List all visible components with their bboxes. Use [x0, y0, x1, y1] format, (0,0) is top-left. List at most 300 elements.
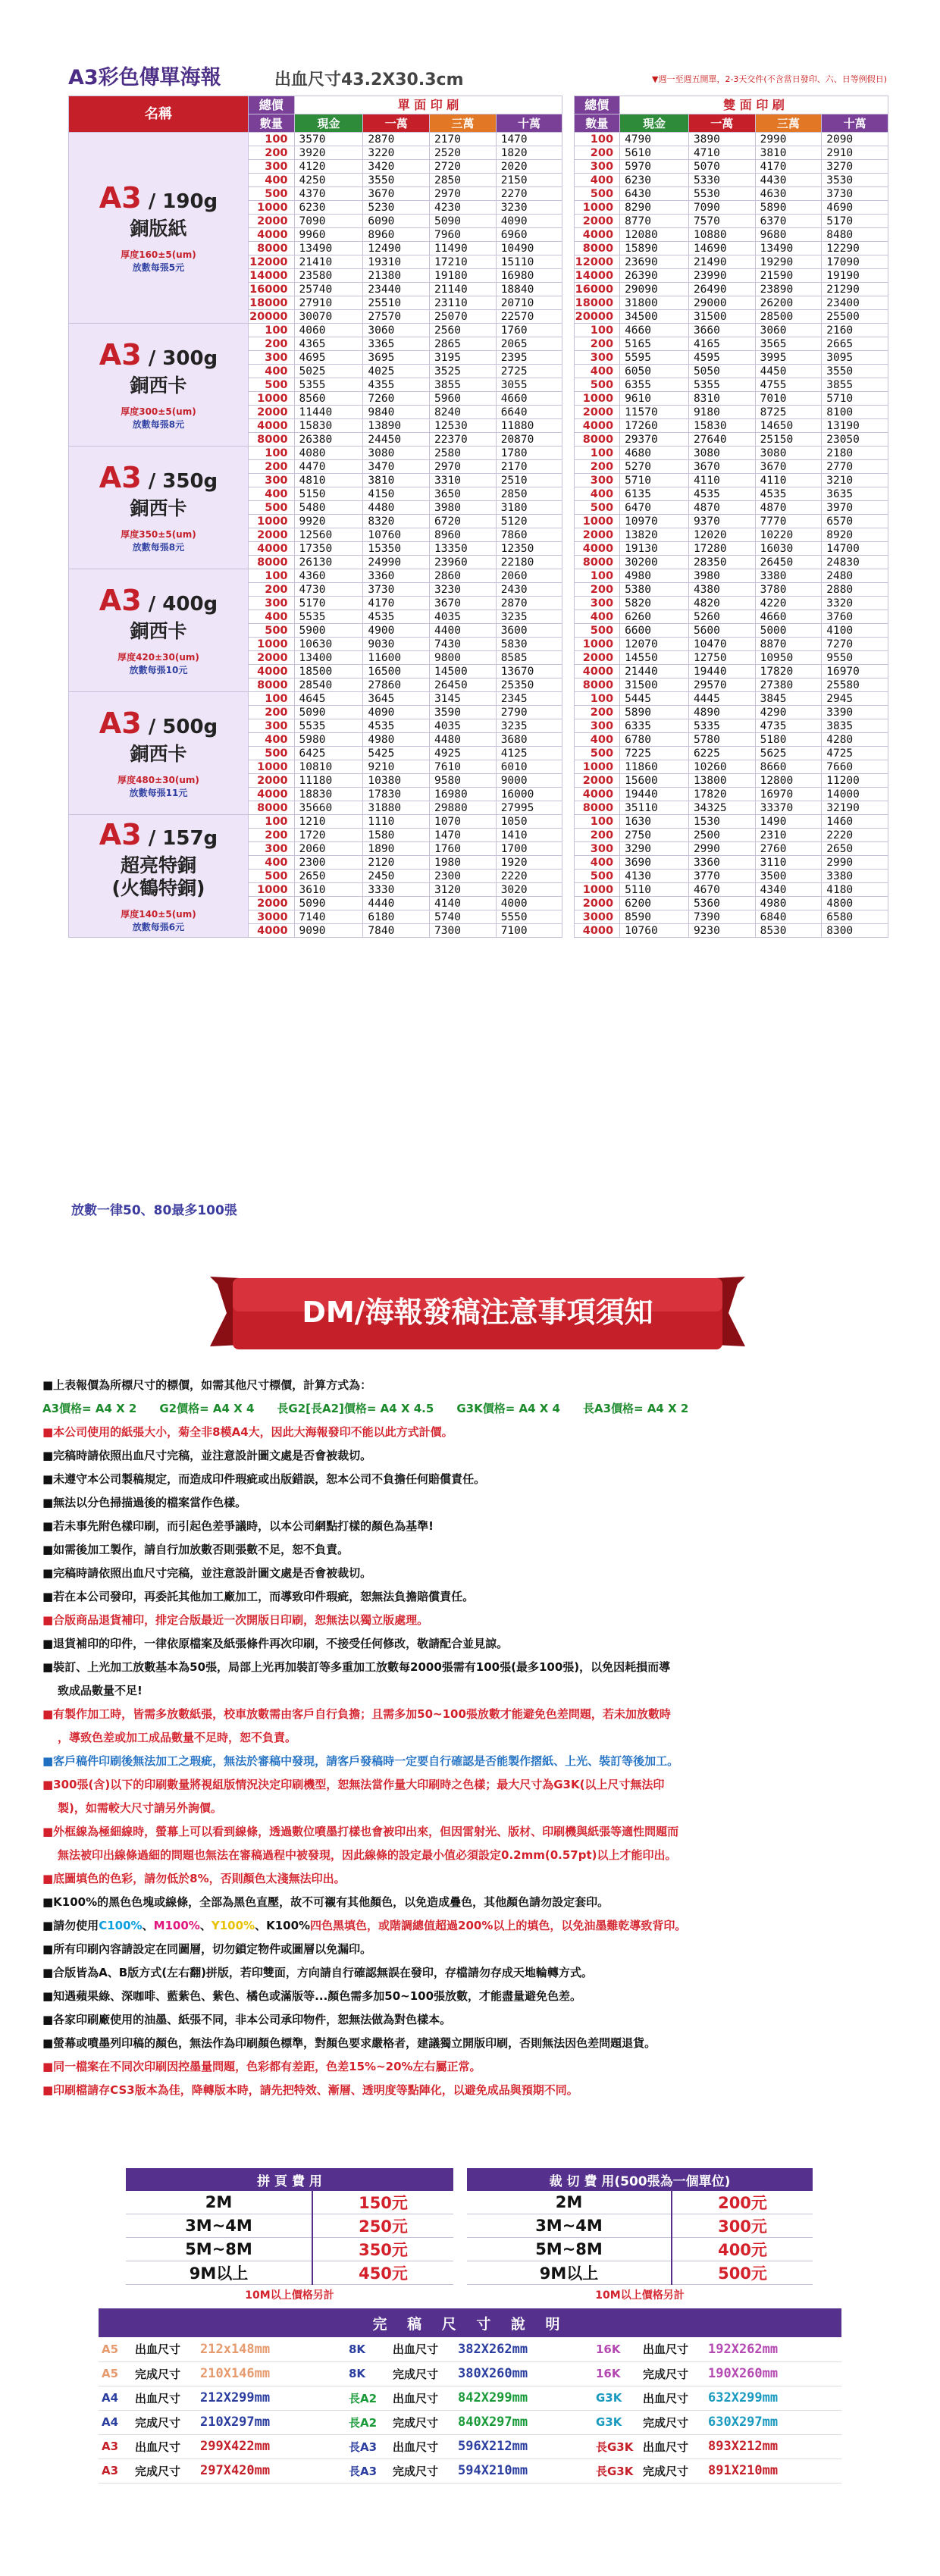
price-cell: 14700 [822, 542, 888, 556]
price-cell: 12560 [294, 528, 363, 542]
rule-line: ，導致色差或加工成品數量不足時，恕不負責。 [58, 1731, 297, 1744]
fee-row [126, 2191, 453, 2214]
size-dimension: 210X297mm [197, 2410, 346, 2434]
price-cell: 4060 [294, 324, 363, 337]
price-cell: 2520 [430, 146, 497, 160]
qty-cell: 200 [248, 829, 294, 842]
price-cell: 6230 [294, 201, 363, 215]
price-cell: 27570 [363, 310, 430, 324]
price-cell: 3020 [496, 883, 562, 897]
price-cell: 8870 [755, 638, 822, 651]
price-cell: 3095 [822, 351, 888, 365]
fee-price: 150元 [312, 2191, 453, 2214]
price-cell: 3855 [430, 378, 497, 392]
size-spec-row [99, 2434, 841, 2458]
qty-header: 數量 [574, 114, 620, 133]
price-cell: 13400 [294, 651, 363, 665]
price-cell: 7840 [363, 924, 430, 938]
product-size-weight [72, 707, 245, 743]
rule-segment: M100% [153, 1919, 200, 1932]
price-cell: 4755 [755, 378, 822, 392]
product-name-cell [69, 815, 249, 938]
price-cell: 8480 [822, 228, 888, 242]
cut-fee-table [467, 2168, 813, 2305]
qty-cell: 4000 [574, 228, 620, 242]
price-cell: 4450 [755, 365, 822, 378]
price-cell: 4735 [755, 719, 822, 733]
qty-cell: 8000 [574, 801, 620, 815]
product-name-cell [69, 692, 249, 815]
fee-row [467, 2238, 813, 2261]
size-spec-row [99, 2410, 841, 2434]
price-cell: 3855 [822, 378, 888, 392]
price-cell: 10260 [688, 760, 755, 774]
price-cell: 9840 [363, 406, 430, 419]
rule-line: ■合版商品退貨補印，排定合版最近一次開版日印刷，恕無法以獨立版處理。 [42, 1613, 429, 1627]
size-kind: 出血尺寸 [640, 2386, 705, 2410]
size-kind: 完成尺寸 [640, 2458, 705, 2483]
price-cell: 16000 [496, 788, 562, 801]
price-cell: 1630 [620, 815, 689, 829]
price-cell: 6050 [620, 365, 689, 378]
price-cell: 5150 [294, 487, 363, 501]
price-cell: 5535 [294, 719, 363, 733]
fee-row [467, 2261, 813, 2285]
price-cell: 5050 [688, 365, 755, 378]
price-cell: 16970 [822, 665, 888, 678]
size-dimension: 632X299mm [705, 2386, 841, 2410]
rule-line: ■若未事先附色樣印刷，而引起色差爭議時，以本公司網點打樣的顏色為基準! [42, 1519, 434, 1533]
qty-cell: 2000 [574, 528, 620, 542]
price-cell: 4220 [755, 597, 822, 610]
double-total-header: 總價 [574, 96, 620, 114]
price-cell: 6570 [822, 515, 888, 528]
price-cell: 6960 [496, 228, 562, 242]
price-cell: 3080 [755, 447, 822, 460]
price-cell: 5530 [688, 187, 755, 201]
price-cell: 3380 [755, 569, 822, 583]
size-kind: 完成尺寸 [132, 2361, 197, 2386]
price-cell: 3500 [755, 870, 822, 883]
size-kind: 完成尺寸 [390, 2361, 455, 2386]
price-cell: 11440 [294, 406, 363, 419]
rule-line: 致成品數量不足! [58, 1684, 143, 1697]
rule-line: ■若在本公司發印，再委託其他加工廠加工，而導致印件瑕疵，恕無法負擔賠償責任。 [42, 1590, 475, 1603]
size-dimension: 596X212mm [455, 2434, 593, 2458]
price-cell: 2065 [496, 337, 562, 351]
rule-line: ■無法以分色掃描過後的檔案當作色樣。 [42, 1496, 247, 1509]
qty-cell: 8000 [248, 678, 294, 692]
formula-line [42, 1397, 884, 1421]
price-cell: 4090 [496, 215, 562, 228]
price-cell: 1210 [294, 815, 363, 829]
qty-cell: 200 [574, 706, 620, 719]
price-cell: 22180 [496, 556, 562, 569]
price-cell: 31500 [620, 678, 689, 692]
paper-weight: / 350g [141, 470, 218, 493]
paper-type: 銅西卡 [130, 497, 187, 519]
size-kind: 完成尺寸 [640, 2410, 705, 2434]
price-cell: 23690 [620, 255, 689, 269]
price-cell: 5425 [363, 747, 430, 760]
price-cell: 4035 [430, 610, 497, 624]
price-cell: 8320 [363, 515, 430, 528]
price-cell: 19440 [620, 788, 689, 801]
qty-cell: 1000 [248, 392, 294, 406]
price-cell: 2395 [496, 351, 562, 365]
price-cell: 5335 [688, 719, 755, 733]
price-cell: 16500 [363, 665, 430, 678]
qty-cell: 200 [248, 583, 294, 597]
qty-cell: 8000 [248, 556, 294, 569]
price-cell: 5355 [294, 378, 363, 392]
price-row [69, 692, 888, 706]
price-cell: 2990 [755, 133, 822, 146]
fee-size: 5M~8M [126, 2238, 312, 2261]
qty-cell: 200 [248, 706, 294, 719]
fee-size: 2M [467, 2191, 672, 2214]
qty-cell: 400 [248, 487, 294, 501]
price-cell: 1980 [430, 856, 497, 870]
rule-segment: 、 [199, 1919, 212, 1932]
price-cell: 2910 [822, 146, 888, 160]
notice-rules [42, 1374, 884, 2102]
price-cell: 31500 [688, 310, 755, 324]
price-cell: 4660 [496, 392, 562, 406]
paper-thickness: 厚度420±30(um) [118, 652, 199, 663]
qty-cell: 500 [574, 624, 620, 638]
price-cell: 12070 [620, 638, 689, 651]
paper-size-code: G3K [593, 2386, 640, 2410]
price-cell: 2650 [822, 842, 888, 856]
size-dimension: 297X420mm [197, 2458, 346, 2483]
qty-cell: 400 [574, 487, 620, 501]
fee-row [126, 2214, 453, 2238]
price-cell: 10970 [620, 515, 689, 528]
price-cell: 11180 [294, 774, 363, 788]
qty-cell: 4000 [248, 788, 294, 801]
price-formula: G2價格= A4 X 4 [159, 1402, 255, 1415]
price-cell: 3365 [363, 337, 430, 351]
rule-line: ■完稿時請依照出血尺寸完稿，並注意設計圖文處是否會被裁切。 [42, 1566, 372, 1580]
price-cell: 8960 [430, 528, 497, 542]
fee-price: 500元 [672, 2261, 813, 2285]
price-cell: 7270 [822, 638, 888, 651]
product-name-cell [69, 447, 249, 569]
price-cell: 5230 [363, 201, 430, 215]
qty-cell: 16000 [574, 283, 620, 296]
price-cell: 7570 [688, 215, 755, 228]
size-dimension: 840X297mm [455, 2410, 593, 2434]
col-name-header: 名稱 [69, 96, 249, 133]
qty-cell: 1000 [574, 760, 620, 774]
size-spec-row [99, 2458, 841, 2483]
price-row [69, 447, 888, 460]
price-cell: 2865 [430, 337, 497, 351]
qty-cell: 4000 [574, 665, 620, 678]
price-cell: 2880 [822, 583, 888, 597]
paper-type: 銅西卡 [130, 620, 187, 642]
price-cell: 17830 [363, 788, 430, 801]
price-cell: 8310 [688, 392, 755, 406]
rule-line: ■K100%的黑色色塊或線條，全部為黑色直壓，故不可襯有其他顏色，以免造成疊色，其他顏色請勿設定套印。 [42, 1895, 609, 1909]
paper-size-code: A5 [99, 2337, 132, 2361]
price-cell: 18830 [294, 788, 363, 801]
fee-size: 5M~8M [467, 2238, 672, 2261]
price-cell: 23960 [430, 556, 497, 569]
price-cell: 4480 [430, 733, 497, 747]
price-cell: 12020 [688, 528, 755, 542]
size-dimension: 382X262mm [455, 2337, 593, 2361]
price-cell: 5600 [688, 624, 755, 638]
price-cell: 4980 [620, 569, 689, 583]
qty-cell: 100 [574, 133, 620, 146]
price-cell: 9960 [294, 228, 363, 242]
qty-cell: 100 [248, 324, 294, 337]
price-cell: 11570 [620, 406, 689, 419]
price-cell: 10630 [294, 638, 363, 651]
size-code: A3 [99, 818, 142, 851]
ten-k-header: 一萬 [363, 114, 430, 133]
price-cell: 3550 [363, 174, 430, 187]
price-cell: 4630 [755, 187, 822, 201]
price-cell: 7300 [430, 924, 497, 938]
price-cell: 25580 [822, 678, 888, 692]
qty-cell: 300 [574, 474, 620, 487]
size-kind: 出血尺寸 [390, 2386, 455, 2410]
price-cell: 12080 [620, 228, 689, 242]
qty-cell: 1000 [248, 201, 294, 215]
rule-line: 無法被印出線條過細的問題也無法在審稿過程中被發現，因此線條的設定最小值必須設定0.2mm(0.57pt)以上才能印出。 [58, 1848, 677, 1862]
price-cell: 4230 [430, 201, 497, 215]
price-cell: 3810 [755, 146, 822, 160]
price-cell: 2220 [496, 870, 562, 883]
price-cell: 5120 [496, 515, 562, 528]
price-cell: 2020 [496, 160, 562, 174]
price-cell: 5000 [755, 624, 822, 638]
price-cell: 4670 [688, 883, 755, 897]
price-cell: 3055 [496, 378, 562, 392]
price-cell: 3590 [430, 706, 497, 719]
price-cell: 1470 [496, 133, 562, 146]
price-cell: 13670 [496, 665, 562, 678]
qty-cell: 300 [574, 842, 620, 856]
size-code: A3 [99, 338, 142, 371]
qty-cell: 400 [248, 733, 294, 747]
price-cell: 2480 [822, 569, 888, 583]
size-spec-row [99, 2386, 841, 2410]
qty-cell: 4000 [248, 419, 294, 433]
price-cell: 3610 [294, 883, 363, 897]
price-cell: 4690 [822, 201, 888, 215]
rule-line: ■印刷檔請存CS3版本為佳，降轉版本時，請先把特效、漸層、透明度等點陣化，以避免成品與預期不同。 [42, 2083, 578, 2097]
price-cell: 30200 [620, 556, 689, 569]
price-cell: 8560 [294, 392, 363, 406]
qty-cell: 100 [248, 447, 294, 460]
product-size-weight [72, 462, 245, 497]
paper-weight: / 500g [141, 716, 218, 738]
paper-type: (火鶴特銅) [111, 877, 205, 899]
fee-price: 400元 [672, 2238, 813, 2261]
price-cell: 9610 [620, 392, 689, 406]
paper-size-code: G3K [593, 2410, 640, 2434]
price-cell: 3195 [430, 351, 497, 365]
fee-price: 450元 [312, 2261, 453, 2285]
price-cell: 6840 [755, 910, 822, 924]
qty-cell: 400 [574, 856, 620, 870]
price-cell: 8590 [620, 910, 689, 924]
price-cell: 4660 [620, 324, 689, 337]
price-cell: 2180 [822, 447, 888, 460]
price-cell: 17210 [430, 255, 497, 269]
price-cell: 24990 [363, 556, 430, 569]
qty-cell: 2000 [248, 528, 294, 542]
price-cell: 25350 [496, 678, 562, 692]
qty-cell: 4000 [248, 542, 294, 556]
price-cell: 26380 [294, 433, 363, 447]
fee-price: 350元 [312, 2238, 453, 2261]
price-cell: 35110 [620, 801, 689, 815]
qty-cell: 300 [574, 351, 620, 365]
price-cell: 5535 [294, 610, 363, 624]
qty-cell: 300 [248, 351, 294, 365]
paper-size-code: 長A2 [346, 2410, 390, 2434]
price-cell: 12800 [755, 774, 822, 788]
price-cell: 2345 [496, 692, 562, 706]
qty-cell: 12000 [248, 255, 294, 269]
qty-cell: 3000 [248, 910, 294, 924]
price-cell: 4170 [363, 597, 430, 610]
price-cell: 5900 [294, 624, 363, 638]
price-cell: 6010 [496, 760, 562, 774]
price-cell: 6260 [620, 610, 689, 624]
price-cell: 5480 [294, 501, 363, 515]
price-cell: 3080 [688, 447, 755, 460]
paper-thickness: 厚度300±5(um) [121, 406, 196, 417]
fee-footnote: 10M以上價格另計 [595, 2289, 685, 2302]
qty-cell: 4000 [248, 924, 294, 938]
price-cell: 4430 [755, 174, 822, 187]
page-header [68, 61, 887, 96]
price-cell: 8300 [822, 924, 888, 938]
single-total-header: 總價 [248, 96, 294, 114]
thirty-k-header: 三萬 [430, 114, 497, 133]
size-dimension: 192X262mm [705, 2337, 841, 2361]
price-cell: 4035 [430, 719, 497, 733]
price-cell: 29570 [688, 678, 755, 692]
price-formula: A3價格= A4 X 2 [42, 1402, 137, 1415]
qty-cell: 100 [574, 815, 620, 829]
price-table [68, 96, 888, 938]
price-cell: 2990 [822, 856, 888, 870]
qty-cell: 300 [248, 474, 294, 487]
size-dimension: 891X210mm [705, 2458, 841, 2483]
price-cell: 5270 [620, 460, 689, 474]
price-cell: 13890 [363, 419, 430, 433]
qty-cell: 300 [574, 719, 620, 733]
price-cell: 16970 [755, 788, 822, 801]
delivery-note: ▼週一至週五開單，2-3天交件(不含當日發印、六、日等例假日) [651, 74, 887, 84]
price-cell: 9680 [755, 228, 822, 242]
price-cell: 3970 [822, 501, 888, 515]
price-cell: 9000 [496, 774, 562, 788]
price-cell: 13490 [294, 242, 363, 255]
fold-fee-title: 拼 頁 費 用 [126, 2168, 453, 2191]
price-cell: 3235 [496, 610, 562, 624]
price-cell: 10490 [496, 242, 562, 255]
price-cell: 2430 [496, 583, 562, 597]
price-cell: 5830 [496, 638, 562, 651]
price-cell: 5610 [620, 146, 689, 160]
qty-cell: 2000 [574, 406, 620, 419]
paper-size-code: 長A3 [346, 2434, 390, 2458]
rule-line: ■知遇蘋果綠、深咖啡、藍紫色、紫色、橘色或滿版等...顏色需多加50~100張放數，才能盡量避免色差。 [42, 1989, 582, 2003]
price-cell: 15890 [620, 242, 689, 255]
price-cell: 9090 [294, 924, 363, 938]
price-cell: 6090 [363, 215, 430, 228]
rule-line: ■外框線為極細線時，螢幕上可以看到線條，透過數位噴墨打樣也會被印出來，但因雷射光、版材、印刷機與紙張等適性問題而 [42, 1825, 679, 1838]
size-kind: 出血尺寸 [132, 2337, 197, 2361]
qty-cell: 500 [574, 501, 620, 515]
price-cell: 3650 [430, 487, 497, 501]
qty-cell: 8000 [248, 801, 294, 815]
size-kind: 完成尺寸 [132, 2458, 197, 2483]
size-code: A3 [99, 584, 142, 617]
price-cell: 4165 [688, 337, 755, 351]
price-cell: 26490 [688, 283, 755, 296]
price-cell: 23050 [822, 433, 888, 447]
price-cell: 21410 [294, 255, 363, 269]
rule-segment: C100% [99, 1919, 143, 1932]
price-cell: 1760 [430, 842, 497, 856]
price-cell: 7140 [294, 910, 363, 924]
size-dimension: 380X260mm [455, 2361, 593, 2386]
price-cell: 3420 [363, 160, 430, 174]
qty-cell: 2000 [574, 215, 620, 228]
size-kind: 出血尺寸 [640, 2337, 705, 2361]
price-cell: 3060 [755, 324, 822, 337]
price-cell: 24830 [822, 556, 888, 569]
price-cell: 13800 [688, 774, 755, 788]
price-cell: 9370 [688, 515, 755, 528]
fee-size: 9M以上 [467, 2261, 672, 2285]
qty-cell: 400 [248, 610, 294, 624]
paper-size-code: 長A3 [346, 2458, 390, 2483]
product-name-cell [69, 324, 249, 447]
price-cell: 18500 [294, 665, 363, 678]
price-cell: 2970 [430, 460, 497, 474]
fee-footnote: 10M以上價格另計 [126, 2285, 453, 2305]
price-cell: 3670 [363, 187, 430, 201]
price-cell: 6335 [620, 719, 689, 733]
qty-cell: 200 [574, 146, 620, 160]
paper-size-code: A5 [99, 2361, 132, 2386]
price-cell: 2760 [755, 842, 822, 856]
qty-cell: 1000 [574, 201, 620, 215]
price-cell: 3330 [363, 883, 430, 897]
price-cell: 3660 [688, 324, 755, 337]
price-cell: 4535 [363, 719, 430, 733]
price-cell: 2770 [822, 460, 888, 474]
price-cell: 22370 [430, 433, 497, 447]
price-cell: 30070 [294, 310, 363, 324]
price-cell: 4595 [688, 351, 755, 365]
qty-cell: 2000 [248, 774, 294, 788]
fee-price: 300元 [672, 2214, 813, 2238]
price-cell: 9030 [363, 638, 430, 651]
price-cell: 3920 [294, 146, 363, 160]
price-cell: 4535 [755, 487, 822, 501]
